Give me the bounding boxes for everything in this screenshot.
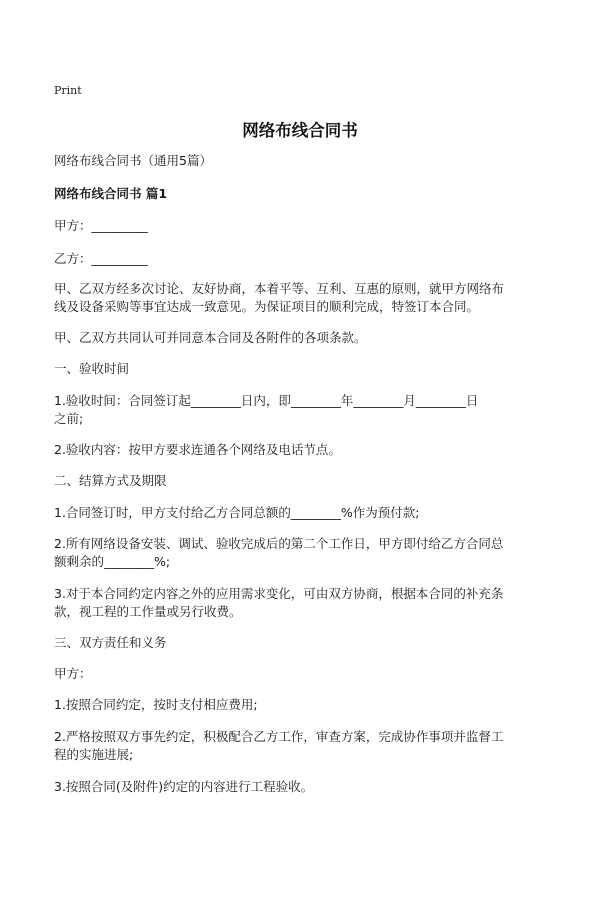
intro-line-2: 线及设备采购等事宜达成一致意见。为保证项目的顺利完成，特签订本合同。	[54, 299, 480, 314]
document-subtitle: 网络布线合同书（通用5篇）	[54, 153, 212, 168]
intro-line-1: 甲、乙双方经多次讨论、友好协商，本着平等、互利、互惠的原则，就甲方网络布	[54, 281, 505, 296]
section-2-title: 二、结算方式及期限	[54, 473, 167, 488]
party-a-label: 甲方：	[54, 666, 92, 681]
section-3-item-3: 3.按照合同(及附件)约定的内容进行工程验收。	[54, 779, 314, 794]
section-1-title: 一、验收时间	[54, 361, 130, 376]
print-link[interactable]: Print	[54, 84, 82, 97]
section-3-item-1: 1.按照合同约定，按时支付相应费用;	[54, 697, 258, 712]
section-heading: 网络布线合同书 篇1	[54, 186, 168, 201]
section-2-item-3-line-1: 3.对于本合同约定内容之外的应用需求变化，可由双方协商，根据本合同的补充条	[54, 586, 504, 601]
section-1-item-2: 2.验收内容：按甲方要求连通各个网络及电话节点。	[54, 442, 341, 457]
section-2-item-2-line-1: 2.所有网络设备安装、调试、验收完成后的第二个工作日，甲方即付给乙方合同总	[54, 536, 504, 551]
party-b-line: 乙方：_________	[54, 251, 148, 266]
section-3-title: 三、双方责任和义务	[54, 635, 167, 650]
section-2-item-1: 1.合同签订时，甲方支付给乙方合同总额的________%作为预付款;	[54, 505, 420, 520]
document-title: 网络布线合同书	[242, 121, 358, 140]
section-2-item-2-line-2: 额剩余的________%;	[54, 554, 171, 569]
agreement-line: 甲、乙双方共同认可并同意本合同及各附件的各项条款。	[54, 330, 367, 345]
section-2-item-3-line-2: 款，视工程的工作量或另行收费。	[54, 604, 242, 619]
section-1-item-1-line-1: 1.验收时间：合同签订起________日内，即________年________月________日	[54, 393, 479, 408]
section-3-item-2-line-2: 程的实施进展;	[54, 747, 134, 762]
party-a-line: 甲方：_________	[54, 218, 148, 233]
section-3-item-2-line-1: 2.严格按照双方事先约定，积极配合乙方工作，审查方案，完成协作事项并监督工	[54, 729, 504, 744]
section-1-item-1-line-2: 之前;	[54, 411, 84, 426]
